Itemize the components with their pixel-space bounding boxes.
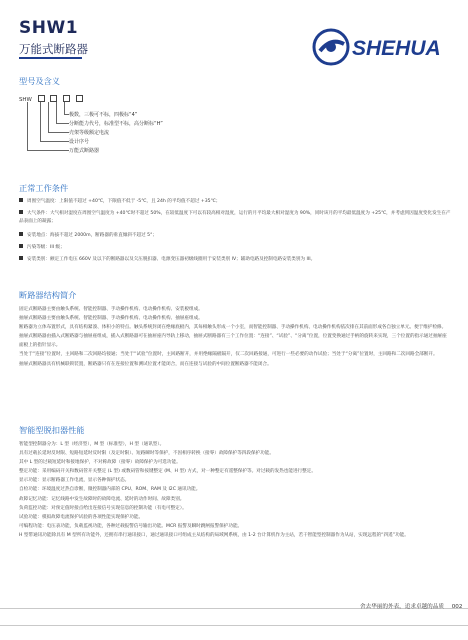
model-meaning: 壳架等级额定电流 <box>69 130 110 136</box>
section-title-model: 型号及含义 <box>19 76 60 86</box>
model-meaning: 万能式断路器 <box>69 148 100 154</box>
overview-paragraph: 当处于“连接”位置时，主回路和二次回路均接通；当处于“试验”位置时，主回路断开，并用绝缘隔板隔开，仅二次回路接通，可进行一些必要的动作试验；当处于“分离”位置时，主回路和二次回路全部断开。 <box>19 352 438 358</box>
section-title-overview: 断路器结构简介 <box>19 290 77 300</box>
brand-logo-text: SHEHUA <box>352 37 441 60</box>
controller-paragraph: H 型带通讯功能除具有 M 型所有功能外，还拥有串行通讯接口，通过通讯接口可组成主从结构的局域网系统，由 1-2 台计算机作为主站，若干智能型控制器作为从站，实现远程的“四遥”功能。 <box>19 532 409 538</box>
condition-item: 安装类别：额定工作电压 660V 及以下的断路器以及欠压脱扣器、电源变压器初级线圈用于安装类别 IV；辅助电路及控制电路安装类别为 III。 <box>19 256 451 264</box>
model-slot <box>63 95 70 102</box>
controller-paragraph: 可编程功能：电压表功能，负载监视功能，各种过载报警信号输出功能。MCR 报警及瞬时跳闸报警保护功能。 <box>19 523 243 529</box>
model-bracket <box>27 102 69 151</box>
condition-item: 周围空气温度：上限值不超过 +40℃，下限值不低于 -5℃，且 24h 的平均值不超过 +35℃； <box>19 198 451 206</box>
bullet-square-icon <box>19 256 23 260</box>
controller-paragraph: 整定功能：采用编码开关和数码管开关整定 (L 型) 或数码管和按键整定 (M、H 型) 方式，对一种整定有遥整保护等。对过载的发热也能进行整定。 <box>19 469 316 475</box>
condition-item: 污染等级：III 级； <box>19 244 451 252</box>
title-underline <box>19 57 82 59</box>
overview-paragraph: 断路器为立体布置形式，具有结构紧凑、体积小的特点。触头系统封闭在绝缘底板内，其每相触头形成一个小室，而智能控制器、手动操作机构、电动操作机构依次排在其前面形成各自独立单元。便于维护检修。 <box>19 325 447 331</box>
overview-block <box>19 305 449 369</box>
model-meaning: 设计序号 <box>69 139 90 145</box>
model-slot <box>50 95 57 102</box>
model-slot <box>76 95 83 102</box>
bullet-square-icon <box>19 244 23 248</box>
page-subtitle: 万能式断路器 <box>19 42 88 56</box>
controller-block <box>19 440 449 540</box>
controller-paragraph: 显示功能：显示断路器工作电流，显示各种保护状态。 <box>19 478 130 484</box>
model-meaning: 分断能力代号，标准型不标，高分断标“H” <box>69 121 163 127</box>
bullet-square-icon <box>19 198 23 202</box>
overview-paragraph: 抽屉式断路器主要由触头系统、智能控制器、手动操作机构、电动操作机构、抽屉座组成。 <box>19 316 203 322</box>
controller-paragraph: 智能型控制器分为：L 型（经济型），M 型（标准型），H 型（通讯型）。 <box>19 442 165 447</box>
bullet-square-icon <box>19 232 23 236</box>
brand-logo <box>312 27 450 67</box>
footer-divider <box>0 625 468 626</box>
condition-item: 大气条件：大气相对湿度在周围空气温度为 +40℃时不超过 50%，在较低温度下可以有较高相对湿度，运行的月平均最大相对湿度为 90%，同时该月的平均最低温度为 +25℃，并考虑到因温度变化发生在产品表面上的凝露； <box>19 211 451 224</box>
page-title: SHW1 <box>19 18 79 38</box>
brand-logo-mark <box>312 27 450 67</box>
section-title-conditions: 正常工作条件 <box>19 183 69 193</box>
controller-paragraph: 试验功能：模拟故障电流保护试验的各项性能实现保护功能。 <box>19 514 144 520</box>
overview-paragraph: 抽屉式断路器具有机械联锁装置，断路器只有在连接位置和测试位置才能闭合，而在连接与试验的中间位置断路器不能闭合。 <box>19 361 272 367</box>
overview-paragraph: 抽屉式断路器由插入式断路器与抽屉座组成，插入式断路器可在抽屉座内导轨上移动，抽屉式断路器有三个工作位置：“连接”、“试验”、“分离”位置，位置变换通过手柄的旋转来实现，三个位置的指示通过抽屉座面板上的指针显示。 <box>19 334 447 349</box>
model-prefix: SHW <box>19 97 32 103</box>
page-number: 002 <box>451 604 463 610</box>
controller-paragraph: 负荷监控功能：对预定值时接点给出连接信号实现信息的控制功能（有电可整定）。 <box>19 505 187 511</box>
model-slot <box>38 95 45 102</box>
condition-item: 安装地点：海拔不超过 2000m，断路器的垂直倾斜不超过 5°； <box>19 232 451 240</box>
controller-paragraph: 其中 L 型的过载短延时和接地保护，不对称故障（接零）故障保护为可选功能。 <box>19 460 181 466</box>
footer-slogan: 舍去华丽的外表，追求卓越的品质 <box>360 604 444 610</box>
controller-paragraph: 自检功能：环境温度过热自诊断，微控制器内部的 CPU、ROM、RAM 及 I2C 通讯功能。 <box>19 487 201 493</box>
footer-text <box>360 602 462 610</box>
controller-paragraph: 故障记忆功能：记忆线路中发生故障时的故障电流、延时的动作时间、故障类别。 <box>19 496 185 502</box>
model-meaning: 极数，三极可不标，四极标“4” <box>69 112 138 118</box>
bullet-square-icon <box>19 210 23 214</box>
section-title-controller: 智能型脱扣器性能 <box>19 425 85 435</box>
overview-paragraph: 固定式断路器主要由触头系统、智能控制器、手动操作机构、电动操作机构、安装板组成。 <box>19 307 203 312</box>
controller-paragraph: 具有过载长延时反时限、短路短延时反时限（及定时限）、短路瞬时等保护，不因相序转换（接零）故障保护等四段保护功能。 <box>19 451 274 457</box>
